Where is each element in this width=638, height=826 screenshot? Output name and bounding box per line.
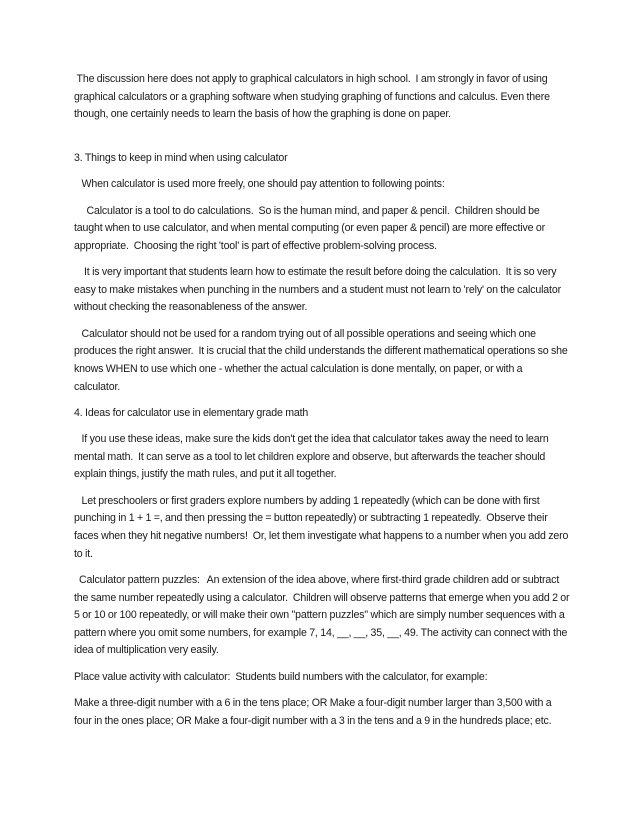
paragraph-preschoolers: Let preschoolers or first graders explore numbers by adding 1 repeatedly (which can be done with first punching in 1 + 1 =, and then pressing the = button repeatedly) or subtracting 1 repeatedly. Observe their faces when they hit negative numbers! Or, let them investigate what happens to a number when you add zero to it.	[74, 494, 571, 560]
paragraph-pattern-puzzles: Calculator pattern puzzles: An extension of the idea above, where first-third grade children add or subtract the same number repeatedly using a calculator. Children will observe patterns that emerge when you add 2 or 5 or 10 or 100 repeatedly, or will make their own "pattern puzzles" which are simply number sequences with a pattern where you omit some numbers, for example 7, 14, __, __, 35, __, 49. The activity can connect with the idea of multiplication very easily.	[74, 574, 572, 657]
paragraph-random-trying: Calculator should not be used for a random trying out of all possible operations and seeing which one produces the right answer. It is crucial that the child understands the different mathematical operations so she knows WHEN to use which one - whether the actual calculation is done mentally, on paper, or with a calculator.	[74, 327, 571, 393]
paragraph-estimate: It is very important that students learn how to estimate the result before doing the calculation. It is so very easy to make mistakes when punching in the numbers and a student must not learn to 'rely' on the calculator without checking the reasonableness of the answer.	[74, 266, 564, 314]
paragraph-place-value: Place value activity with calculator: Students build numbers with the calculator, for example:	[74, 670, 488, 683]
section-heading-4: 4. Ideas for calculator use in elementary grade math	[74, 406, 309, 419]
paragraph-examples: Make a three-digit number with a 6 in the tens place; OR Make a four-digit number larger than 3,500 with a four in the ones place; OR Make a four-digit number with a 3 in the tens and a 9 in the hundreds place; etc.	[74, 697, 554, 727]
paragraph-pay-attention: When calculator is used more freely, one should pay attention to following points:	[74, 178, 445, 191]
paragraph-mental-math: If you use these ideas, make sure the kids don't get the idea that calculator takes away the need to learn mental math. It can serve as a tool to let children explore and observe, but afterwards the teacher should explain things, justify the math rules, and put it all together.	[74, 433, 552, 481]
intro-paragraph: The discussion here does not apply to graphical calculators in high school. I am strongly in favor of using graphical calculators or a graphing software when studying graphing of functions and calculus. Even there though, one certainly needs to learn the basis of how the graphing is done on paper.	[74, 73, 553, 121]
paragraph-calculator-tool: Calculator is a tool to do calculations. So is the human mind, and paper & pencil. Children should be taught when to use calculator, and when mental computing (or even paper & pencil) are more effective or appropriate. Choosing the right 'tool' is part of effective problem-solving process.	[74, 204, 548, 252]
document-body	[74, 71, 570, 739]
section-heading-3: 3. Things to keep in mind when using calculator	[74, 151, 288, 164]
